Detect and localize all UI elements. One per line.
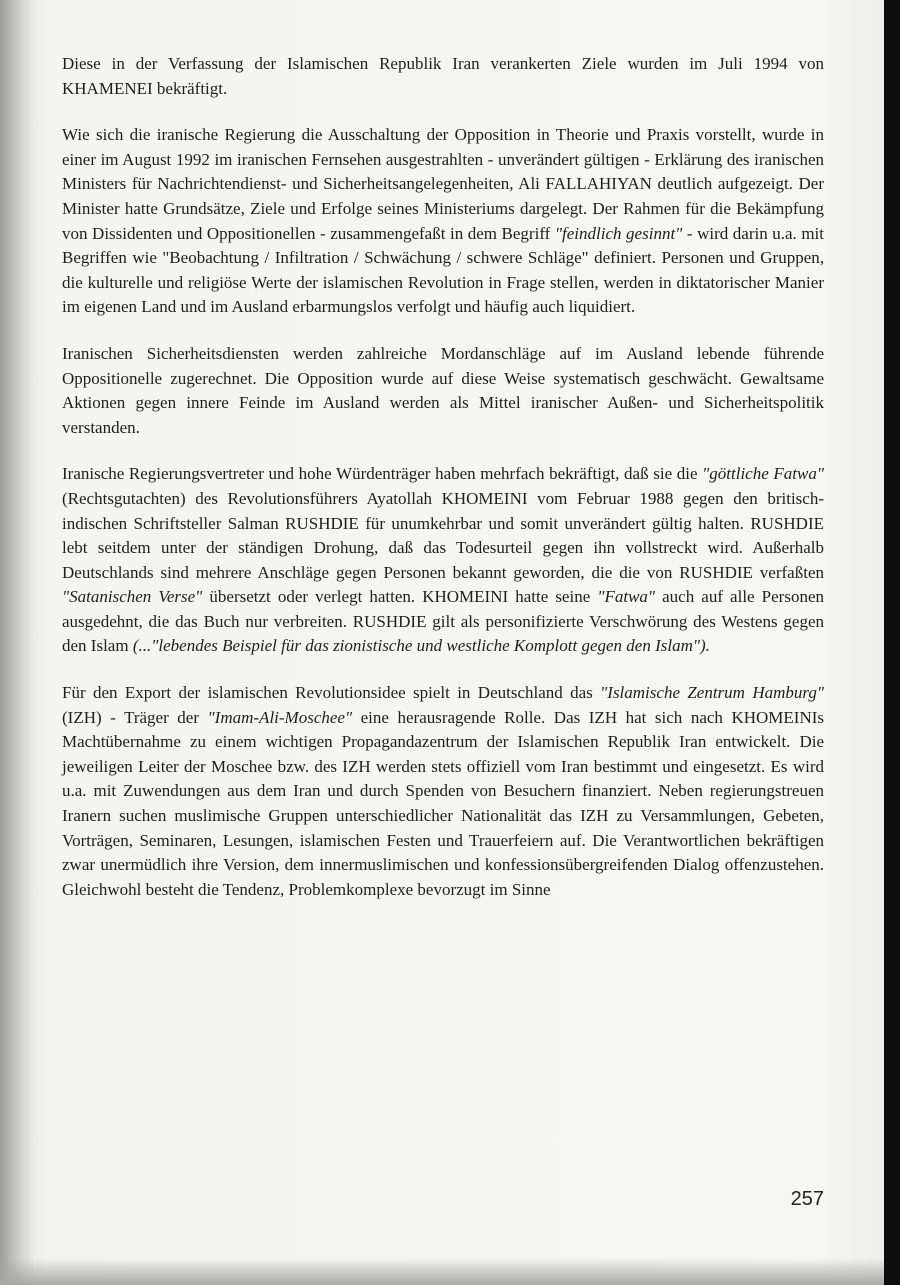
text-segment: (IZH) - Träger der <box>62 707 208 727</box>
italic-quote: "Islamische Zentrum Hamburg" <box>600 683 824 703</box>
italic-quote: "Fatwa" <box>597 587 656 607</box>
text-segment: Iranische Regierungsvertreter und hohe Würdenträger haben mehrfach bekräftigt, daß sie die <box>62 464 703 484</box>
text-segment: Diese in der Verfassung der Islamischen Republik Iran verankerten Ziele wurden im Juli 1994 von KHAMENEI bekräftigt. <box>62 54 824 98</box>
bottom-shadow <box>0 1258 884 1285</box>
paragraph-1 <box>62 52 824 101</box>
text-segment: (Rechtsgutachten) des Revolutionsführers Ayatollah KHOMEINI vom Februar 1988 gegen den britisch-indischen Schriftsteller Salman RUSHDIE für unumkehrbar und somit unverändert gültig halten. RUSHDIE lebt seitdem unter der ständigen Drohung, daß das Todesurteil gegen ihn vollstreckt wird. Außerhalb Deutschlands sind mehrere Anschläge gegen Personen bekannt geworden, die die von RUSHDIE verfaßten <box>62 488 824 582</box>
italic-quote: "feindlich gesinnt" <box>554 223 683 243</box>
text-segment: Wie sich die iranische Regierung die Ausschaltung der Opposition in Theorie und Praxis vorstellt, wurde in einer im August 1992 im iranischen Fernsehen ausgestrahlten - unverändert gültigen - Erklärung des iranischen Ministers für Nachrichtendienst- und Sicherheitsangelegenheiten, Ali FALLAHIYAN deutlich aufgezeigt. Der Minister hatte Grundsätze, Ziele und Erfolge seines Ministeriums dargelegt. Der Rahmen für die Bekämpfung von Dissidenten und Oppositionellen - zusammengefaßt in dem Begriff <box>62 125 824 243</box>
italic-quote: (..."lebendes Beispiel für das zionistische und westliche Komplott gegen den Islam"). <box>132 636 710 656</box>
text-segment: auch auf alle Personen ausgedehnt, die das Buch nur verbreiten. RUSHDIE gilt als personifizierte Verschwörung des Westens gegen den Islam <box>62 587 824 656</box>
paragraph-5 <box>62 681 824 902</box>
binding-shadow <box>0 0 34 1285</box>
text-segment: - wird darin u.a. mit Begriffen wie "Beobachtung / Infiltration / Schwächung / schwere Schläge" definiert. Personen und Gruppen, die kulturelle und religiöse Werte der islamischen Revolution in Frage stellen, werden in diktatorischer Manier im eigenen Land und im Ausland erbarmungslos verfolgt und häufig auch liquidiert. <box>62 223 825 317</box>
paragraph-2 <box>62 123 824 320</box>
italic-quote: "göttliche Fatwa" <box>702 464 824 484</box>
text-segment: Iranischen Sicherheitsdiensten werden zahlreiche Mordanschläge auf im Ausland lebende führende Oppositionelle zugerechnet. Die Opposition wurde auf diese Weise systematisch geschwächt. Gewaltsame Aktionen gegen innere Feinde im Ausland werden als Mittel iranischer Außen- und Sicherheitspolitik verstanden. <box>62 343 824 437</box>
scan-edge <box>884 0 900 1285</box>
text-segment: übersetzt oder verlegt hatten. KHOMEINI hatte seine <box>202 587 598 607</box>
italic-quote: "Satanischen Verse" <box>62 587 203 607</box>
paragraph-3 <box>62 342 824 440</box>
body-text <box>62 52 824 902</box>
text-segment: Für den Export der islamischen Revolutionsidee spielt in Deutschland das <box>62 683 601 703</box>
paragraph-4 <box>62 462 824 659</box>
italic-quote: "Imam-Ali-Moschee" <box>207 707 353 727</box>
text-segment: eine herausragende Rolle. Das IZH hat sich nach KHOMEINIs Machtübernahme zu einem wichtigen Propagandazentrum der Islamischen Republik Iran entwickelt. Die jeweiligen Leiter der Moschee bzw. des IZH werden stets offiziell vom Iran bestimmt und eingesetzt. Es wird u.a. mit Zuwendungen aus dem Iran und durch Spenden von Besuchern finanziert. Neben regierungstreuen Iranern suchen muslimische Gruppen unterschiedlicher Nationalität das IZH zu Versammlungen, Gebeten, Vorträgen, Seminaren, Lesungen, islamischen Festen und Trauerfeiern auf. Die Verantwortlichen bekräftigen zwar unermüdlich ihre Version, dem innermuslimischen und konfessionsübergreifenden Dialog offenzustehen. Gleichwohl besteht die Tendenz, Problemkomplexe bevorzugt im Sinne <box>62 707 825 899</box>
page-number: 257 <box>790 1188 824 1210</box>
